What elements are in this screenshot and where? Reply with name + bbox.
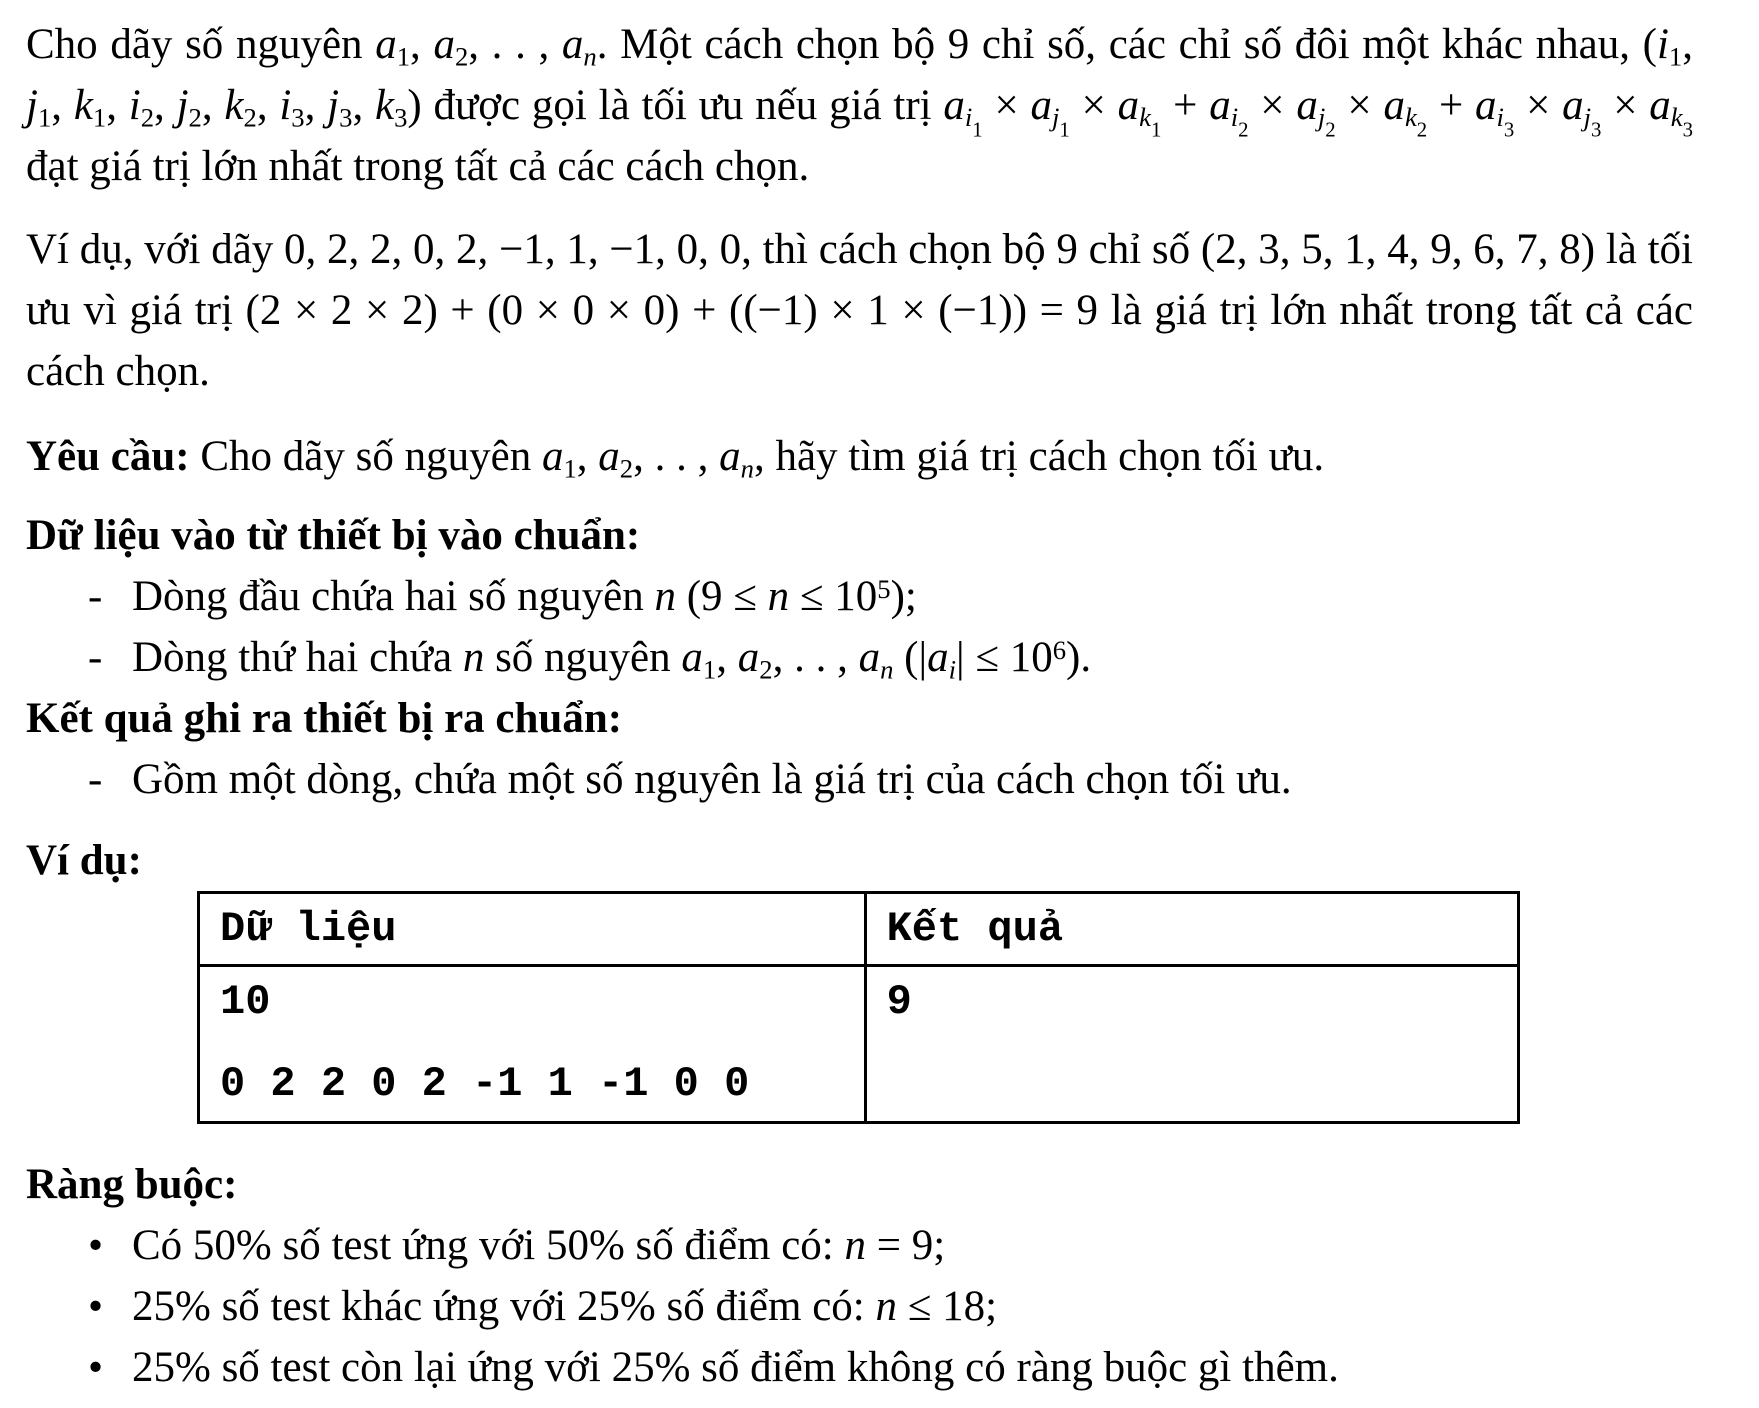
output-section-heading: Kết quả ghi ra thiết bị ra chuẩn:: [26, 695, 623, 742]
input-item-text: Dòng thứ hai chứa n số nguyên a1, a2, . . , an $(|ai| \le 10^6)$.: [132, 634, 1092, 685]
input-cell: [199, 966, 866, 1123]
example-table-header-row: [199, 893, 1519, 966]
table-header-result: Kết quả: [865, 893, 1518, 966]
example-section-heading: Ví dụ:: [26, 837, 142, 884]
input-item: [26, 627, 1693, 688]
output-line-value: 9: [886, 978, 912, 1026]
constraints-section-heading: Ràng buộc:: [26, 1161, 238, 1208]
input-line-n: 10: [220, 978, 271, 1026]
example-paragraph: Ví dụ, với dãy 0, 2, 2, 0, 2, −1, 1, −1, 0, 0, thì cách chọn bộ 9 chỉ số (2, 3, 5, 1, 4, 9, 6, 7, 8) là tối ưu vì giá trị (2 × 2 × 2) + (0 × 0 × 0) + ((−1) × 1 × (−1)) = 9 là giá trị lớn nhất trong tất cả các cách chọn.: [26, 226, 1693, 395]
input-items-list: [26, 566, 1693, 688]
input-section-heading: Dữ liệu vào từ thiết bị vào chuẩn:: [26, 512, 641, 559]
constraints-list: [26, 1215, 1693, 1398]
output-item: [26, 749, 1693, 810]
table-header-data: Dữ liệu: [199, 893, 866, 966]
output-items-list: [26, 749, 1693, 810]
constraint-item-text: 25% số test còn lại ứng với 25% số điểm không có ràng buộc gì thêm.: [132, 1344, 1339, 1391]
bullet-marker: •: [88, 1344, 104, 1391]
output-item-text: Gồm một dòng, chứa một số nguyên là giá trị của cách chọn tối ưu.: [132, 756, 1292, 803]
input-item: [26, 566, 1693, 627]
output-cell: [865, 966, 1518, 1123]
example-table-row: [199, 966, 1519, 1123]
dash-marker: -: [88, 573, 103, 620]
input-item-text: Dòng đầu chứa hai số nguyên n $(9 \le n \le 10^5)$;: [132, 573, 917, 620]
requirement-paragraph: Yêu cầu: Cho dãy số nguyên a1, a2, . . , an, hãy tìm giá trị cách chọn tối ưu.: [26, 433, 1325, 484]
dash-marker: -: [88, 634, 103, 681]
example-table: [197, 891, 1520, 1124]
constraint-item: [26, 1276, 1693, 1337]
input-line-sequence: 0 2 2 0 2 -1 1 -1 0 0: [220, 1060, 750, 1108]
constraint-item-text: Có 50% số test ứng với 50% số điểm có: n = 9;: [132, 1222, 946, 1269]
constraint-item: [26, 1337, 1693, 1398]
dash-marker: -: [88, 756, 103, 803]
intro-paragraph: Cho dãy số nguyên a1, a2, . . , an. Một cách chọn bộ 9 chỉ số, các chỉ số đôi một khác nhau, (i1, j1, k1, i2, j2, k2, i3, j3, k3) được gọi là tối ưu nếu giá trị $ai_1 \times aj_1 \times ak_1 + ai_2 \times aj_2 \times ak_2 + ai_3 \times aj_3 \times ak_3$ đạt giá trị lớn nhất trong tất cả các cách chọn.: [26, 21, 1693, 190]
bullet-marker: •: [88, 1222, 104, 1269]
constraint-item-text: 25% số test khác ứng với 25% số điểm có: n ≤ 18;: [132, 1283, 998, 1330]
bullet-marker: •: [88, 1283, 104, 1330]
constraint-item: [26, 1215, 1693, 1276]
